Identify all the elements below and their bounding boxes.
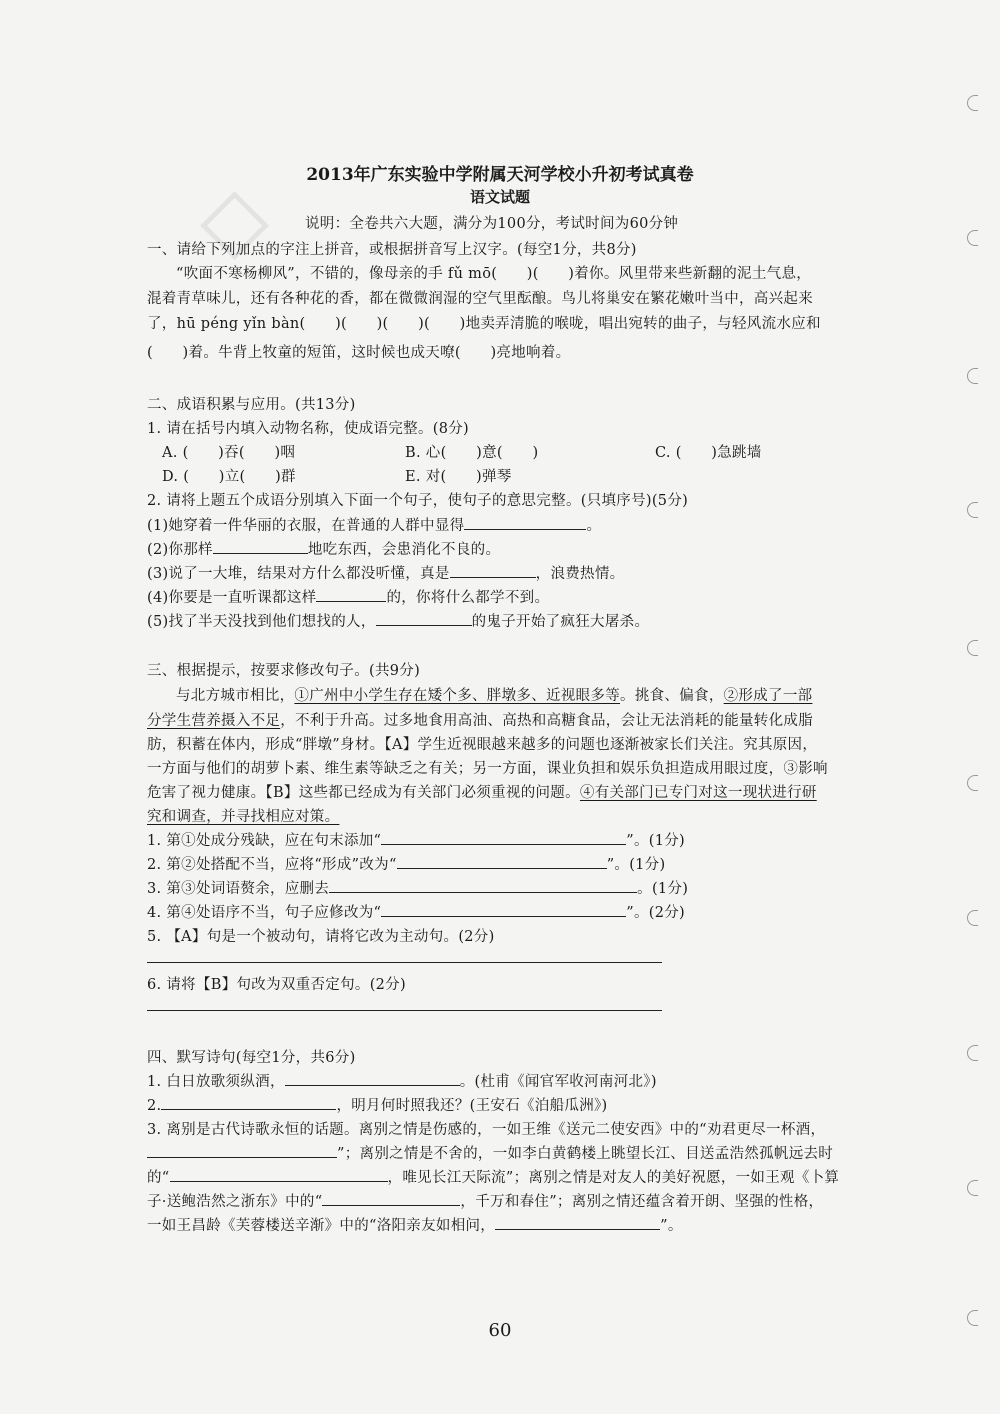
- passage-text: 危害了视力健康。【B】这些都已经成为有关部门必须重视的问题。: [147, 785, 580, 801]
- question-text: ，唯见长江天际流”；离别之情是对友人的美好祝愿，一如王观《卜算: [387, 1170, 840, 1186]
- answer-blank[interactable]: [147, 1143, 337, 1158]
- sentence-4: [147, 586, 549, 607]
- sentence-text: (3)说了一大堆，结果对方什么都没听懂，真是: [147, 566, 450, 582]
- question-text: 1. 白日放歌须纵酒，: [147, 1074, 285, 1090]
- marked-sentence-4-cont: 究和调查，并寻找相应对策。: [147, 809, 340, 825]
- section-1-heading: 一、请给下列加点的字注上拼音，或根据拼音写上汉字。(每空1分，共8分): [147, 242, 637, 258]
- binding-hole: [967, 502, 978, 518]
- paragraph-line: ( )着。牛背上牧童的短笛，这时候也成天嘹( )亮地响着。: [147, 345, 571, 361]
- binding-hole: [967, 775, 978, 791]
- answer-blank[interactable]: [381, 830, 626, 845]
- question-text: 1. 第①处成分残缺，应在句末添加“: [147, 833, 382, 849]
- sentence-text: 的鬼子开始了疯狂大屠杀。: [471, 614, 650, 630]
- passage-line: [147, 781, 817, 802]
- idiom-e: E. 对( )弹琴: [405, 469, 512, 485]
- binding-hole: [967, 910, 978, 926]
- answer-blank[interactable]: [397, 854, 607, 869]
- idiom-d: D. ( )立( )群: [162, 469, 296, 485]
- bleed-through-mark: ◇: [200, 165, 270, 271]
- sentence-text: (2)你那样: [147, 542, 213, 558]
- binding-hole: [967, 1180, 978, 1196]
- sentence-5: [147, 610, 649, 631]
- question-text: 3. 第③处词语赘余，应删去: [147, 881, 330, 897]
- paragraph-line: “吹面不寒杨柳风”，不错的，像母亲的手 fǔ mō( )( )着你。风里带来些新翻的泥土气息，: [176, 266, 812, 282]
- answer-blank[interactable]: [322, 1191, 460, 1206]
- poem-question-2: [147, 1094, 608, 1115]
- binding-hole: [967, 95, 978, 111]
- question-2-1: 1. 请在括号内填入动物名称，使成语完整。(8分): [147, 421, 469, 437]
- poem-question-3: 3. 离别是古代诗歌永恒的话题。离别之情是伤感的，一如王维《送元二使安西》中的“劝君更尽一杯酒，: [147, 1122, 826, 1138]
- exam-title: 2013年广东实验中学附属天河学校小升初考试真卷: [306, 165, 694, 185]
- question-3-5: 5. 【A】句是一个被动句，请将它改为主动句。(2分): [147, 929, 495, 945]
- sentence-text: ，浪费热情。: [535, 566, 625, 582]
- question-2-2: 2. 请将上题五个成语分别填入下面一个句子，使句子的意思完整。(只填序号)(5分): [147, 493, 689, 509]
- passage-line: 一方面与他们的胡萝卜素、维生素等缺乏之有关；另一方面，课业负担和娱乐负担造成用眼过度，③影响: [147, 761, 828, 777]
- answer-line[interactable]: [147, 962, 662, 963]
- answer-blank[interactable]: [213, 539, 308, 554]
- answer-blank[interactable]: [450, 563, 536, 578]
- section-3-heading: 三、根据提示，按要求修改句子。(共9分): [147, 663, 421, 679]
- poem-question-3-line: [147, 1190, 823, 1211]
- answer-blank[interactable]: [170, 1167, 388, 1182]
- answer-blank[interactable]: [329, 878, 637, 893]
- section-2-heading: 二、成语积累与应用。(共13分): [147, 397, 356, 413]
- question-3-6: 6. 请将【B】句改为双重否定句。(2分): [147, 977, 406, 993]
- sentence-text: 的，你将什么都学不到。: [386, 590, 550, 606]
- idiom-b: B. 心( )意( ): [405, 445, 539, 461]
- question-3-2: [147, 853, 665, 874]
- paragraph-line: 混着青草味儿，还有各种花的香，都在微微润湿的空气里酝酿。鸟儿将巢安在繁花嫩叶当中，高兴起来: [147, 291, 813, 307]
- question-text: 的“: [147, 1170, 170, 1186]
- sentence-text: 地吃东西，会患消化不良的。: [307, 542, 501, 558]
- question-3-3: [147, 877, 688, 898]
- question-3-1: [147, 829, 685, 850]
- binding-hole: [967, 640, 978, 656]
- answer-blank[interactable]: [376, 611, 472, 626]
- answer-blank[interactable]: [381, 902, 626, 917]
- passage-text: 与北方城市相比，: [176, 688, 295, 704]
- sentence-text: (5)找了半天没找到他们想找的人，: [147, 614, 376, 630]
- question-3-4: [147, 901, 685, 922]
- passage-line: 肪，积蓄在体内，形成“胖墩”身材。【A】学生近视眼越来越多的问题也逐渐被家长们关注。究其原因，: [147, 737, 818, 753]
- binding-hole: [967, 1045, 978, 1061]
- question-text: 。(杜甫《闻官军收河南河北》): [459, 1074, 657, 1090]
- question-text: ”。(2分): [626, 905, 686, 921]
- sentence-1: [147, 514, 601, 535]
- sentence-text: (4)你要是一直听课都这样: [147, 590, 317, 606]
- marked-sentence-2: ②形成了一部: [723, 688, 813, 704]
- passage-text: ，不利于升高。过多地食用高油、高热和高糖食品，会让无法消耗的能量转化成脂: [280, 713, 813, 729]
- sentence-text: 。: [586, 518, 602, 534]
- question-text: ”。(1分): [626, 833, 686, 849]
- poem-question-1: [147, 1070, 657, 1091]
- sentence-2: [147, 538, 500, 559]
- question-text: 。(1分): [637, 881, 689, 897]
- answer-blank[interactable]: [161, 1095, 336, 1110]
- exam-subtitle: 语文试题: [469, 188, 530, 206]
- question-text: 一如王昌龄《芙蓉楼送辛渐》中的“洛阳亲友如相问，: [147, 1218, 496, 1234]
- passage-text: 。挑食、偏食，: [620, 688, 724, 704]
- sentence-3: [147, 562, 624, 583]
- answer-line[interactable]: [147, 1010, 662, 1011]
- section-4-heading: 四、默写诗句(每空1分，共6分): [147, 1050, 356, 1066]
- passage-line: [147, 709, 813, 730]
- marked-sentence-1: ①广州中小学生存在矮个多、胖墩多、近视眼多等: [294, 688, 621, 704]
- idiom-c: C. ( )急跳墙: [655, 445, 762, 461]
- page-number: 60: [488, 1320, 512, 1341]
- poem-question-3-line: [147, 1214, 683, 1235]
- marked-sentence-2-cont: 分学生营养摄入不足: [147, 713, 281, 729]
- answer-blank[interactable]: [285, 1071, 460, 1086]
- question-text: ”。: [660, 1218, 683, 1234]
- answer-blank[interactable]: [316, 587, 386, 602]
- binding-hole: [967, 368, 978, 384]
- question-text: ，明月何时照我还？(王安石《泊船瓜洲》): [336, 1098, 608, 1114]
- paragraph-line: 了，hū péng yǐn bàn( )( )( )( )地卖弄清脆的喉咙，唱出宛转的曲子，与轻风流水应和: [147, 316, 821, 332]
- question-text: 2. 第②处搭配不当，应将“形成”改为“: [147, 857, 397, 873]
- idiom-a: A. ( )吞( )咽: [162, 445, 296, 461]
- question-text: 4. 第④处语序不当，句子应修改为“: [147, 905, 382, 921]
- sentence-text: (1)她穿着一件华丽的衣服，在普通的人群中显得: [147, 518, 465, 534]
- exam-note: 说明：全卷共六大题，满分为100分，考试时间为60分钟: [305, 216, 679, 232]
- question-text: 2.: [147, 1098, 162, 1114]
- marked-sentence-4: ④有关部门已专门对这一现状进行研: [579, 785, 817, 801]
- poem-question-3-line: [147, 1142, 833, 1163]
- answer-blank[interactable]: [464, 515, 586, 530]
- question-text: ，千万和春住”；离别之情还蕴含着开朗、坚强的性格，: [460, 1194, 824, 1210]
- poem-question-3-line: [147, 1166, 839, 1187]
- question-text: 子·送鲍浩然之浙东》中的“: [147, 1194, 323, 1210]
- question-text: ”。(1分): [606, 857, 666, 873]
- passage-line: [176, 684, 812, 705]
- question-text: ”；离别之情是不舍的，一如李白黄鹤楼上眺望长江、目送孟浩然孤帆远去时: [337, 1146, 834, 1162]
- answer-blank[interactable]: [495, 1215, 660, 1230]
- binding-hole: [967, 230, 978, 246]
